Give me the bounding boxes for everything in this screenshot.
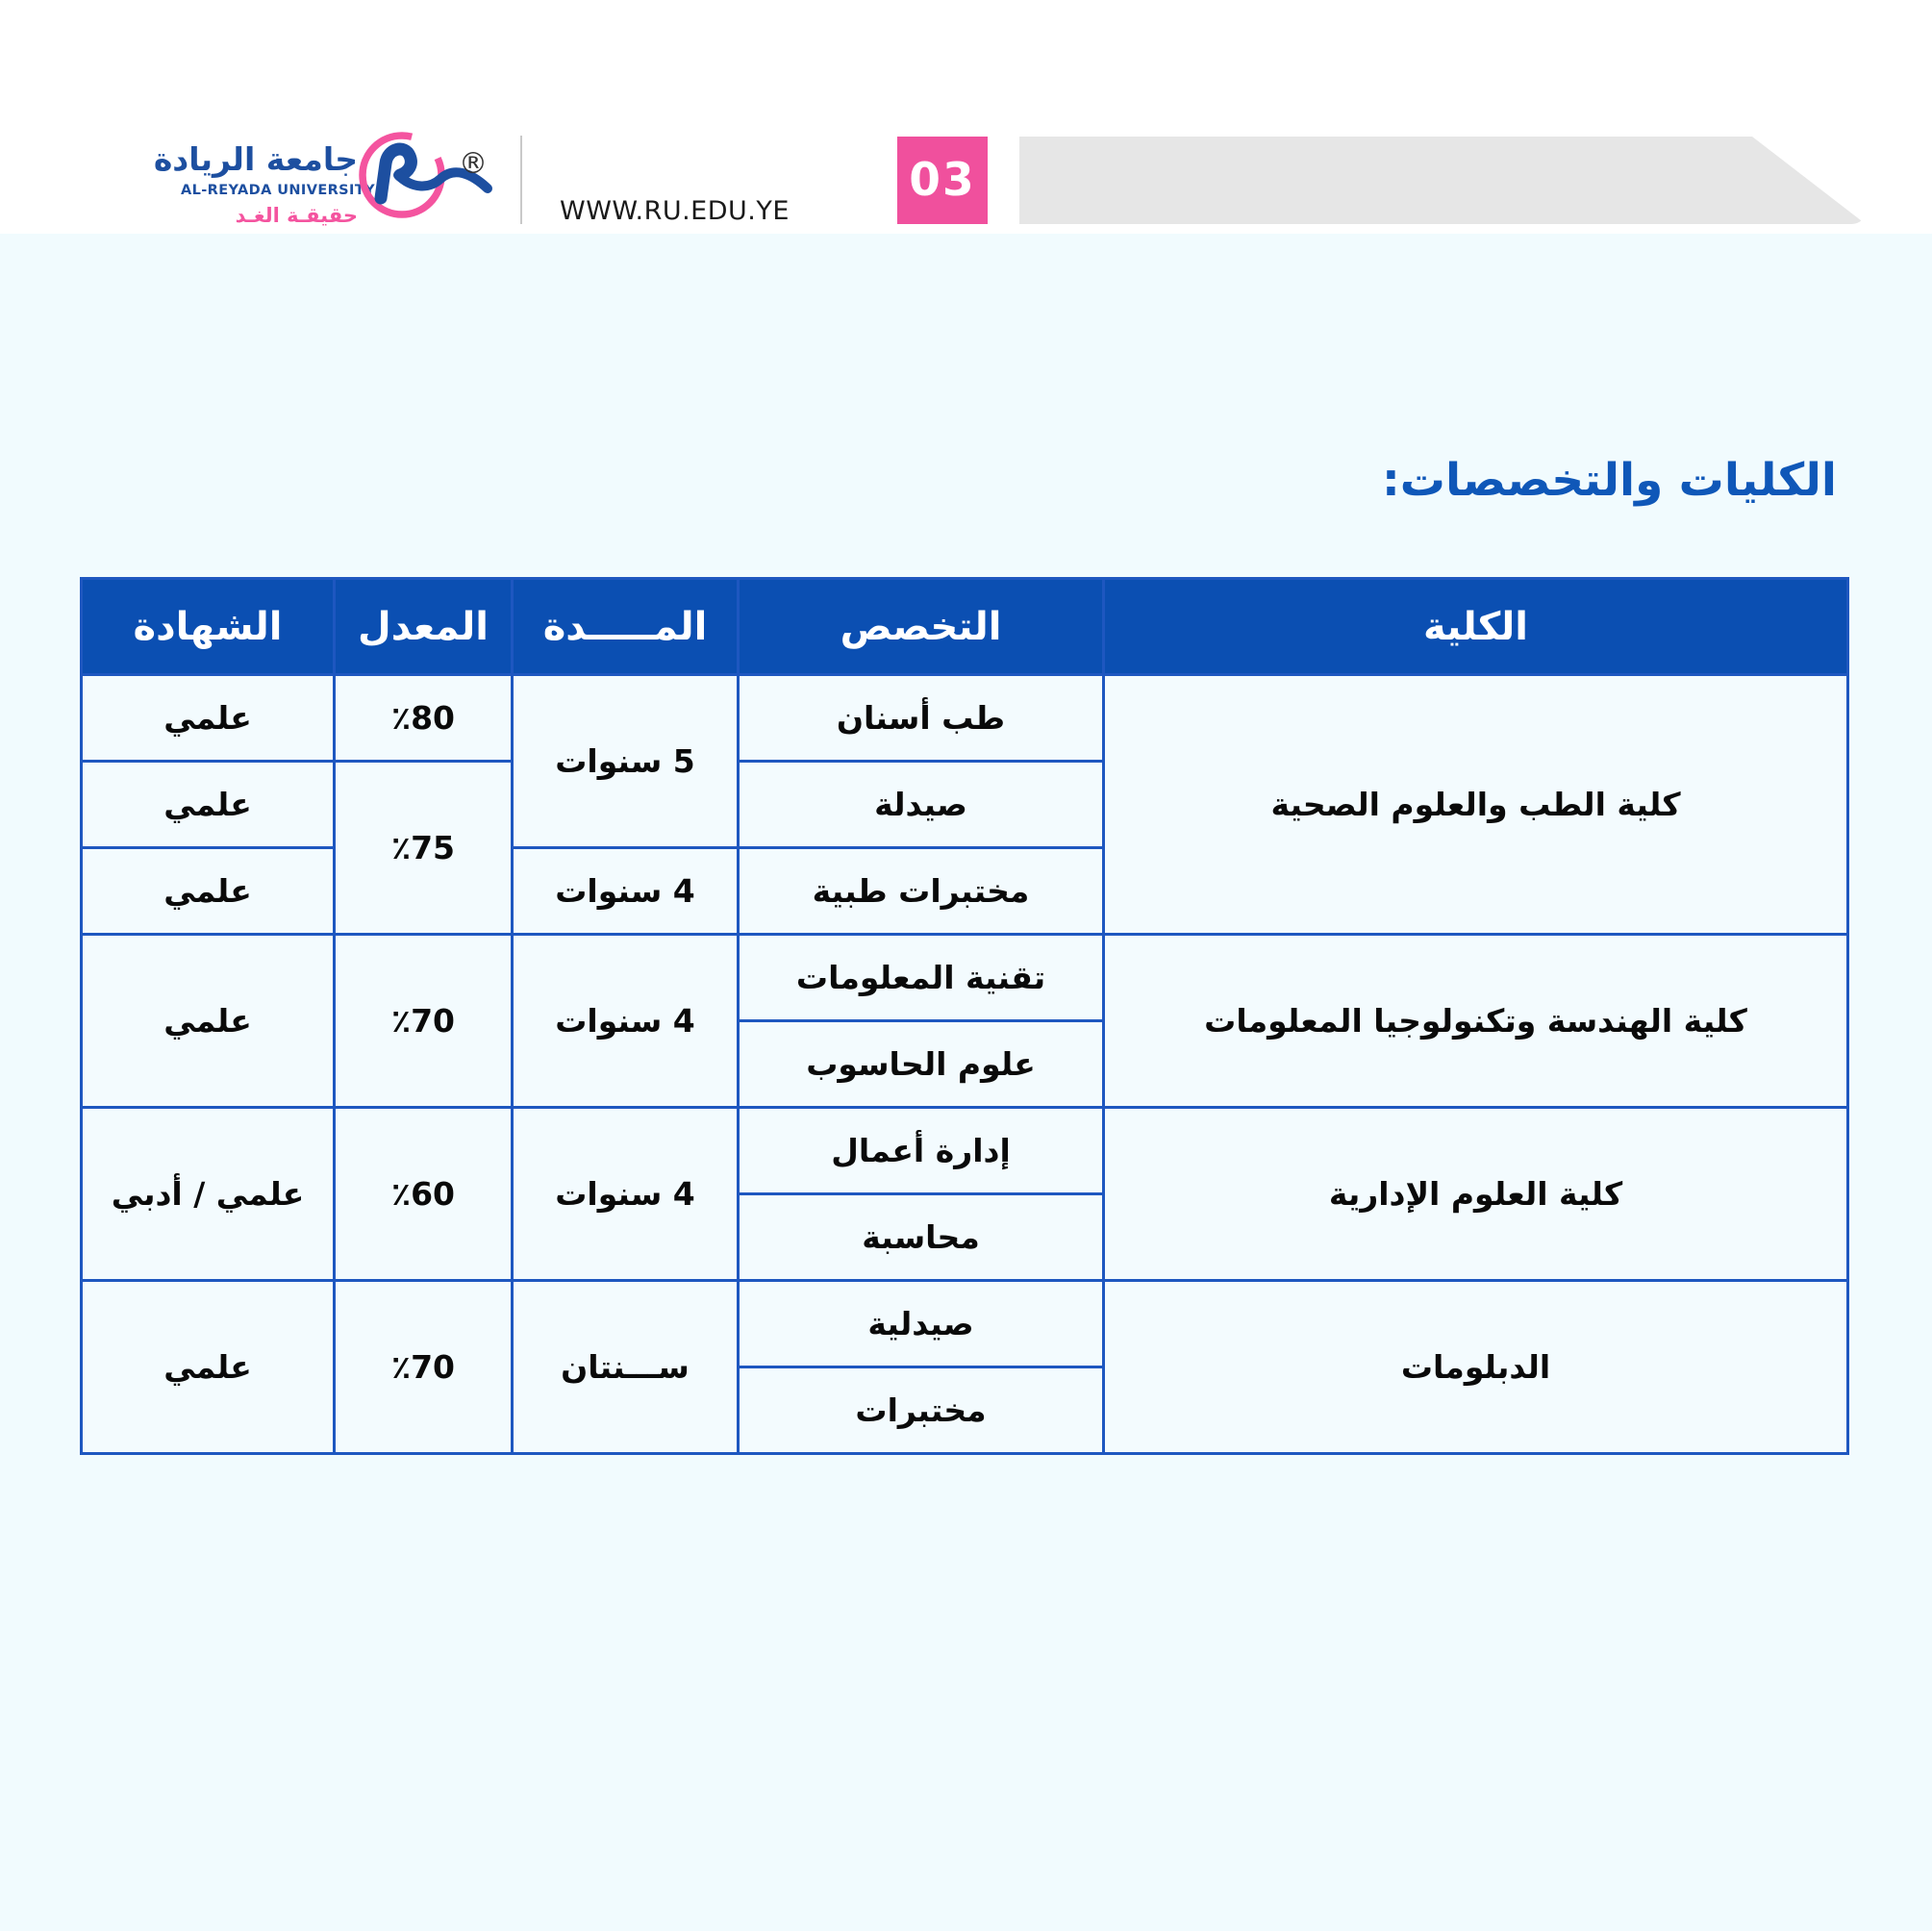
college-cell: الدبلومات (1104, 1281, 1848, 1454)
certificate-cell: علمي (82, 935, 335, 1108)
major-cell: صيدلة (739, 762, 1104, 848)
header-gray-bar (1019, 137, 1866, 224)
rate-cell: ٪75 (335, 762, 513, 935)
column-header-rate: المعدل (335, 579, 513, 675)
university-tagline: حقيقـة الغـد (235, 204, 358, 227)
major-cell: مختبرات (739, 1367, 1104, 1454)
registered-mark-icon: ® (459, 147, 488, 181)
table-row (82, 675, 1848, 762)
duration-cell: 4 سنوات (513, 935, 739, 1108)
major-cell: تقنية المعلومات (739, 935, 1104, 1021)
rate-cell: ٪70 (335, 935, 513, 1108)
college-cell: كلية الطب والعلوم الصحية (1104, 675, 1848, 935)
duration-cell: 5 سنوات (513, 675, 739, 848)
column-header-major: التخصص (739, 579, 1104, 675)
table-row (82, 1108, 1848, 1194)
duration-cell: ســـنتان (513, 1281, 739, 1454)
rate-cell: ٪80 (335, 675, 513, 762)
major-cell: علوم الحاسوب (739, 1021, 1104, 1108)
column-header-duration: المـــــدة (513, 579, 739, 675)
certificate-cell: علمي (82, 762, 335, 848)
certificate-cell: علمي (82, 1281, 335, 1454)
header-divider (520, 136, 522, 224)
university-english-name: AL-REYADA UNIVERSITY (181, 183, 376, 198)
rate-cell: ٪60 (335, 1108, 513, 1281)
page-number-badge: 03 (897, 137, 988, 224)
column-header-certificate: الشهادة (82, 579, 335, 675)
certificate-cell: علمي (82, 848, 335, 935)
rate-cell: ٪70 (335, 1281, 513, 1454)
university-logo-text (153, 140, 376, 227)
college-cell: كلية العلوم الإدارية (1104, 1108, 1848, 1281)
website-url[interactable]: WWW.RU.EDU.YE (560, 196, 790, 226)
colleges-table-wrapper (80, 577, 1846, 1455)
certificate-cell: علمي / أدبي (82, 1108, 335, 1281)
table-header-row (82, 579, 1848, 675)
certificate-cell: علمي (82, 675, 335, 762)
colleges-table (80, 577, 1849, 1455)
section-title: الكليات والتخصصات: (1381, 454, 1837, 507)
major-cell: مختبرات طبية (739, 848, 1104, 935)
table-row (82, 1281, 1848, 1367)
major-cell: طب أسنان (739, 675, 1104, 762)
duration-cell: 4 سنوات (513, 1108, 739, 1281)
university-arabic-name: جامعة الريادة (153, 140, 358, 178)
table-row (82, 935, 1848, 1021)
column-header-college: الكلية (1104, 579, 1848, 675)
college-cell: كلية الهندسة وتكنولوجيا المعلومات (1104, 935, 1848, 1108)
major-cell: محاسبة (739, 1194, 1104, 1281)
major-cell: إدارة أعمال (739, 1108, 1104, 1194)
major-cell: صيدلية (739, 1281, 1104, 1367)
duration-cell: 4 سنوات (513, 848, 739, 935)
university-logo-icon (346, 113, 519, 238)
